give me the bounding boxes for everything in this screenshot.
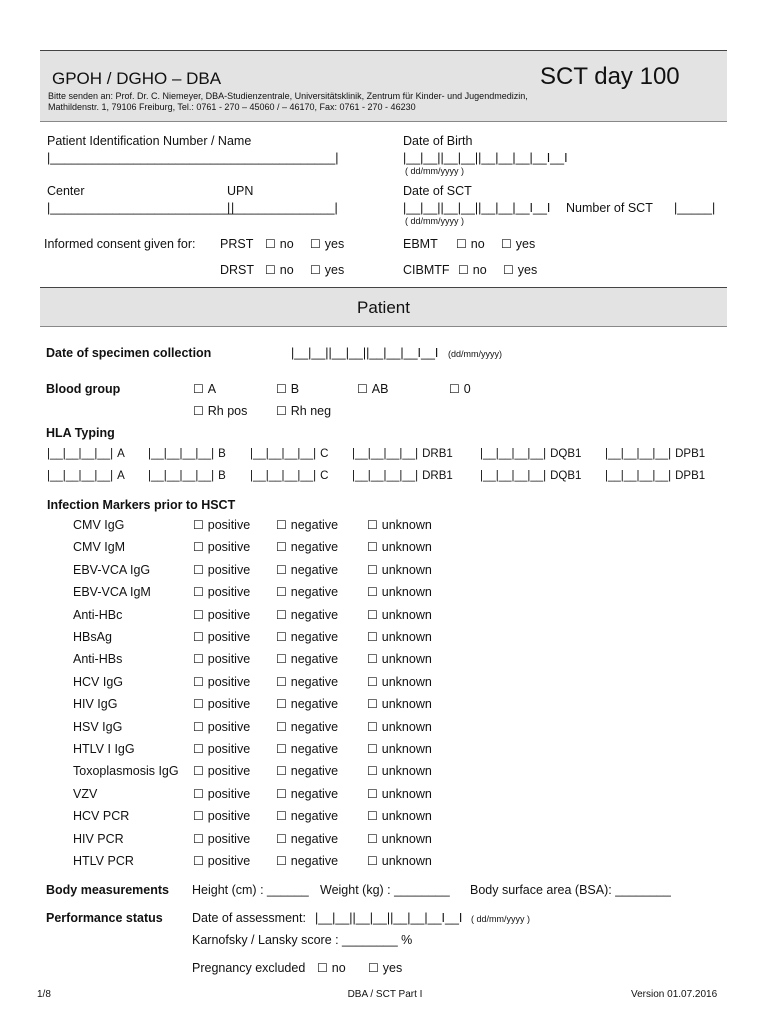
marker-positive-option[interactable]: ☐ positive (193, 652, 251, 667)
checkbox-icon: ☐ (193, 786, 204, 801)
checkbox-icon: ☐ (193, 697, 204, 712)
checkbox-icon: ☐ (193, 652, 204, 667)
dob-label: Date of Birth (403, 134, 473, 148)
hla-a-field[interactable] (47, 470, 125, 482)
hla-locus-label: DQB1 (550, 470, 582, 482)
cibmtf-label: CIBMTF (403, 263, 450, 277)
marker-unknown-option[interactable]: ☐ unknown (367, 652, 432, 667)
center-field[interactable]: |__________________________| (47, 201, 235, 215)
hla-drb1-field[interactable] (352, 448, 453, 460)
checkbox-icon: ☐ (367, 585, 378, 600)
marker-negative-option[interactable]: ☐ negative (276, 674, 339, 689)
checkbox-icon: ☐ (367, 540, 378, 555)
checkbox-icon: ☐ (193, 562, 204, 577)
checkbox-icon: ☐ (503, 263, 514, 277)
checkbox-icon: ☐ (456, 237, 467, 251)
checkbox-icon: ☐ (276, 607, 287, 622)
marker-positive-option[interactable]: ☐ positive (193, 854, 251, 868)
checkbox-icon: ☐ (357, 382, 368, 396)
checkbox-icon: ☐ (193, 518, 204, 532)
checkbox-icon: ☐ (367, 786, 378, 801)
marker-label: EBV-VCA IgM (73, 585, 151, 600)
marker-label: HIV IgG (73, 697, 118, 712)
blood-group-label: Blood group (46, 382, 121, 396)
checkbox-icon: ☐ (193, 854, 204, 868)
checkbox-icon: ☐ (276, 585, 287, 600)
marker-unknown-option[interactable]: ☐ unknown (367, 764, 432, 779)
checkbox-icon: ☐ (367, 719, 378, 734)
marker-negative-option[interactable]: ☐ negative (276, 562, 339, 577)
version-label: Version 01.07.2016 (631, 989, 718, 1000)
checkbox-icon: ☐ (310, 263, 321, 277)
hla-locus-label: DRB1 (422, 448, 453, 460)
marker-unknown-option[interactable]: ☐ unknown (367, 809, 432, 824)
marker-positive-option[interactable]: ☐ positive (193, 809, 251, 824)
hla-input: |__|__|__|__| (47, 448, 114, 460)
marker-label: HCV IgG (73, 674, 124, 689)
marker-positive-option[interactable]: ☐ positive (193, 562, 251, 577)
checkbox-icon: ☐ (193, 607, 204, 622)
blood-group-a-option[interactable]: ☐ A (193, 382, 217, 396)
infection-title: Infection Markers prior to HSCT (47, 498, 236, 512)
hla-input: |__|__|__|__| (47, 470, 114, 482)
checkbox-icon: ☐ (367, 652, 378, 667)
num-sct-label: Number of SCT (566, 201, 653, 215)
hla-input: |__|__|__|__| (605, 448, 672, 460)
checkbox-icon: ☐ (367, 674, 378, 689)
checkbox-icon: ☐ (367, 854, 378, 868)
rh-neg-option[interactable]: ☐ Rh neg (276, 404, 332, 418)
marker-unknown-option[interactable]: ☐ unknown (367, 540, 432, 555)
prst-no-option[interactable]: ☐ no (265, 237, 294, 251)
hla-locus-label: DPB1 (675, 470, 706, 482)
hla-a-field[interactable] (47, 448, 125, 460)
checkbox-icon: ☐ (193, 404, 204, 418)
hla-input: |__|__|__|__| (480, 448, 547, 460)
checkbox-icon: ☐ (193, 831, 204, 846)
marker-unknown-option[interactable]: ☐ unknown (367, 697, 432, 712)
checkbox-icon: ☐ (368, 961, 379, 975)
ebmt-label: EBMT (403, 237, 438, 251)
checkbox-icon: ☐ (367, 562, 378, 577)
drst-yes-option[interactable]: ☐ yes (310, 263, 345, 277)
checkbox-icon: ☐ (193, 585, 204, 600)
upn-field[interactable]: |_______________| (227, 201, 338, 215)
checkbox-icon: ☐ (367, 607, 378, 622)
marker-unknown-option[interactable]: ☐ unknown (367, 831, 432, 846)
address-line-1: Bitte senden an: Prof. Dr. C. Niemeyer, DBA-Studienzentrale, Universitätsklinik, Zentrum für Kinder- und Jugendmedizin, (48, 91, 528, 101)
hla-input: |__|__|__|__| (148, 470, 215, 482)
patient-id-label: Patient Identification Number / Name (47, 134, 252, 148)
hla-drb1-field[interactable] (352, 470, 453, 482)
checkbox-icon: ☐ (276, 674, 287, 689)
marker-label: HCV PCR (73, 809, 130, 824)
consent-label: Informed consent given for: (44, 237, 196, 251)
hla-dpb1-field[interactable] (605, 448, 705, 460)
dob-hint: ( dd/mm/yyyy ) (405, 166, 465, 176)
pregnancy-yes-option[interactable]: ☐ yes (368, 961, 403, 975)
checkbox-icon: ☐ (193, 742, 204, 756)
checkbox-icon: ☐ (276, 831, 287, 846)
sct-date-field[interactable]: |__|__||__|__||__|__|__I__I (403, 201, 551, 215)
hla-input: |__|__|__|__| (480, 470, 547, 482)
sct-date-hint: ( dd/mm/yyyy ) (405, 216, 465, 226)
checkbox-icon: ☐ (193, 382, 204, 396)
marker-positive-option[interactable]: ☐ positive (193, 630, 251, 644)
marker-negative-option[interactable]: ☐ negative (276, 540, 339, 555)
marker-label: Anti-HBc (73, 607, 123, 622)
marker-label: CMV IgM (73, 540, 126, 555)
drst-label: DRST (220, 263, 255, 277)
num-sct-field[interactable]: |_____| (674, 201, 716, 215)
checkbox-icon: ☐ (265, 237, 276, 251)
hla-b-field[interactable] (148, 448, 226, 460)
blood-group-0-option[interactable]: ☐ 0 (449, 382, 471, 396)
ebmt-no-option[interactable]: ☐ no (456, 237, 485, 251)
upn-label: UPN (227, 184, 254, 198)
checkbox-icon: ☐ (276, 518, 287, 532)
hla-locus-label: A (117, 448, 125, 460)
marker-label: Toxoplasmosis IgG (73, 764, 179, 779)
checkbox-icon: ☐ (193, 809, 204, 824)
checkbox-icon: ☐ (193, 764, 204, 779)
checkbox-icon: ☐ (367, 518, 378, 532)
checkbox-icon: ☐ (276, 854, 287, 868)
checkbox-icon: ☐ (367, 630, 378, 644)
marker-negative-option[interactable]: ☐ negative (276, 697, 339, 712)
checkbox-icon: ☐ (276, 764, 287, 779)
marker-label: HBsAg (73, 630, 112, 644)
marker-unknown-option[interactable]: ☐ unknown (367, 719, 432, 734)
marker-unknown-option[interactable]: ☐ unknown (367, 630, 432, 644)
checkbox-icon: ☐ (367, 809, 378, 824)
marker-label: Anti-HBs (73, 652, 123, 667)
marker-negative-option[interactable]: ☐ negative (276, 786, 339, 801)
checkbox-icon: ☐ (193, 719, 204, 734)
center-label: Center (47, 184, 85, 198)
marker-label: HTLV I IgG (73, 742, 135, 756)
marker-negative-option[interactable]: ☐ negative (276, 742, 339, 756)
checkbox-icon: ☐ (193, 630, 204, 644)
checkbox-icon: ☐ (317, 961, 328, 975)
marker-negative-option[interactable]: ☐ negative (276, 809, 339, 824)
checkbox-icon: ☐ (276, 382, 287, 396)
checkbox-icon: ☐ (449, 382, 460, 396)
address-line-2: Mathildenstr. 1, 79106 Freiburg, Tel.: 0761 - 270 – 45060 / – 46170, Fax: 0761 - 270 - 46230 (48, 102, 416, 112)
section-band (40, 287, 727, 327)
checkbox-icon: ☐ (276, 652, 287, 667)
marker-positive-option[interactable]: ☐ positive (193, 540, 251, 555)
hla-b-field[interactable] (148, 470, 226, 482)
marker-unknown-option[interactable]: ☐ unknown (367, 607, 432, 622)
hla-label: HLA Typing (46, 426, 115, 440)
checkbox-icon: ☐ (276, 719, 287, 734)
checkbox-icon: ☐ (193, 540, 204, 555)
checkbox-icon: ☐ (367, 742, 378, 756)
marker-positive-option[interactable]: ☐ positive (193, 518, 251, 532)
hla-locus-label: A (117, 470, 125, 482)
hla-c-field[interactable] (250, 470, 328, 482)
marker-label: HTLV PCR (73, 854, 134, 868)
marker-label: EBV-VCA IgG (73, 562, 151, 577)
hla-dpb1-field[interactable] (605, 470, 705, 482)
checkbox-icon: ☐ (501, 237, 512, 251)
marker-negative-option[interactable]: ☐ negative (276, 607, 339, 622)
marker-positive-option[interactable]: ☐ positive (193, 764, 251, 779)
checkbox-icon: ☐ (276, 742, 287, 756)
org-title: GPOH / DGHO – DBA (52, 69, 222, 88)
blood-group-b-option[interactable]: ☐ B (276, 382, 300, 396)
marker-unknown-option[interactable]: ☐ unknown (367, 742, 432, 756)
checkbox-icon: ☐ (310, 237, 321, 251)
hla-locus-label: B (218, 448, 226, 460)
marker-negative-option[interactable]: ☐ negative (276, 630, 339, 644)
marker-label: VZV (73, 786, 98, 801)
hla-dqb1-field[interactable] (480, 470, 581, 482)
assessment-date-field[interactable]: |__|__||__|__||__|__|__I__I (315, 911, 463, 925)
sct-date-label: Date of SCT (403, 184, 472, 198)
bsa-field[interactable]: Body surface area (BSA): ________ (470, 883, 671, 897)
checkbox-icon: ☐ (276, 562, 287, 577)
marker-positive-option[interactable]: ☐ positive (193, 786, 251, 801)
hla-locus-label: C (320, 470, 329, 482)
marker-positive-option[interactable]: ☐ positive (193, 742, 251, 756)
prst-label: PRST (220, 237, 254, 251)
dob-field[interactable]: |__|__||__|__||__|__|__|__I__I (403, 151, 568, 165)
weight-field[interactable]: Weight (kg) : ________ (320, 883, 450, 897)
marker-negative-option[interactable]: ☐ negative (276, 719, 339, 734)
pregnancy-no-option[interactable]: ☐ no (317, 961, 346, 975)
blood-group-ab-option[interactable]: ☐ AB (357, 382, 389, 396)
marker-label: CMV IgG (73, 518, 125, 532)
assessment-date-hint: ( dd/mm/yyyy ) (471, 914, 531, 924)
checkbox-icon: ☐ (276, 540, 287, 555)
marker-positive-option[interactable]: ☐ positive (193, 674, 251, 689)
marker-unknown-option[interactable]: ☐ unknown (367, 674, 432, 689)
specimen-date-field[interactable]: |__|__||__|__||__|__|__I__I (291, 346, 439, 360)
checkbox-icon: ☐ (367, 764, 378, 779)
patient-id-field[interactable]: |_________________________________________| (47, 151, 339, 165)
rh-pos-option[interactable]: ☐ Rh pos (193, 404, 248, 418)
checkbox-icon: ☐ (276, 404, 287, 418)
hla-dqb1-field[interactable] (480, 448, 581, 460)
marker-negative-option[interactable]: ☐ negative (276, 518, 339, 532)
checkbox-icon: ☐ (265, 263, 276, 277)
checkbox-icon: ☐ (458, 263, 469, 277)
hla-locus-label: C (320, 448, 329, 460)
cibmtf-no-option[interactable]: ☐ no (458, 263, 487, 277)
hla-locus-label: DPB1 (675, 448, 706, 460)
form-header (40, 50, 727, 122)
checkbox-icon: ☐ (193, 674, 204, 689)
checkbox-icon: ☐ (367, 697, 378, 712)
marker-negative-option[interactable]: ☐ negative (276, 854, 339, 868)
marker-negative-option[interactable]: ☐ negative (276, 585, 339, 600)
pregnancy-label: Pregnancy excluded (192, 961, 306, 975)
hla-locus-label: DRB1 (422, 470, 453, 482)
drst-no-option[interactable]: ☐ no (265, 263, 294, 277)
body-measurements-label: Body measurements (46, 883, 169, 897)
prst-yes-option[interactable]: ☐ yes (310, 237, 345, 251)
hla-input: |__|__|__|__| (352, 448, 419, 460)
checkbox-icon: ☐ (276, 786, 287, 801)
assessment-date-label: Date of assessment: (192, 911, 306, 925)
checkbox-icon: ☐ (276, 697, 287, 712)
marker-unknown-option[interactable]: ☐ unknown (367, 518, 432, 532)
section-title: Patient (357, 298, 410, 317)
marker-label: HSV IgG (73, 719, 123, 734)
hla-input: |__|__|__|__| (352, 470, 419, 482)
hla-input: |__|__|__|__| (250, 448, 317, 460)
marker-negative-option[interactable]: ☐ negative (276, 652, 339, 667)
karnofsky-field[interactable]: Karnofsky / Lansky score : ________ % (192, 933, 413, 947)
hla-input: |__|__|__|__| (250, 470, 317, 482)
ebmt-yes-option[interactable]: ☐ yes (501, 237, 536, 251)
form-title: SCT day 100 (540, 63, 680, 90)
hla-locus-label: DQB1 (550, 448, 582, 460)
marker-unknown-option[interactable]: ☐ unknown (367, 562, 432, 577)
cibmtf-yes-option[interactable]: ☐ yes (503, 263, 538, 277)
hla-input: |__|__|__|__| (148, 448, 215, 460)
marker-unknown-option[interactable]: ☐ unknown (367, 585, 432, 600)
performance-label: Performance status (46, 911, 163, 925)
marker-unknown-option[interactable]: ☐ unknown (367, 786, 432, 801)
marker-positive-option[interactable]: ☐ positive (193, 585, 251, 600)
marker-unknown-option[interactable]: ☐ unknown (367, 854, 432, 868)
checkbox-icon: ☐ (276, 809, 287, 824)
checkbox-icon: ☐ (276, 630, 287, 644)
specimen-label: Date of specimen collection (46, 346, 212, 360)
marker-positive-option[interactable]: ☐ positive (193, 719, 251, 734)
marker-positive-option[interactable]: ☐ positive (193, 831, 251, 846)
hla-input: |__|__|__|__| (605, 470, 672, 482)
marker-negative-option[interactable]: ☐ negative (276, 764, 339, 779)
footer-doc-title: DBA / SCT Part I (347, 989, 423, 1000)
hla-locus-label: B (218, 470, 226, 482)
marker-positive-option[interactable]: ☐ positive (193, 607, 251, 622)
height-field[interactable]: Height (cm) : ______ (192, 883, 309, 897)
marker-positive-option[interactable]: ☐ positive (193, 697, 251, 712)
checkbox-icon: ☐ (367, 831, 378, 846)
marker-label: HIV PCR (73, 831, 124, 846)
page-number: 1/8 (37, 989, 51, 1000)
specimen-date-hint: (dd/mm/yyyy) (448, 349, 502, 359)
marker-negative-option[interactable]: ☐ negative (276, 831, 339, 846)
hla-c-field[interactable] (250, 448, 328, 460)
